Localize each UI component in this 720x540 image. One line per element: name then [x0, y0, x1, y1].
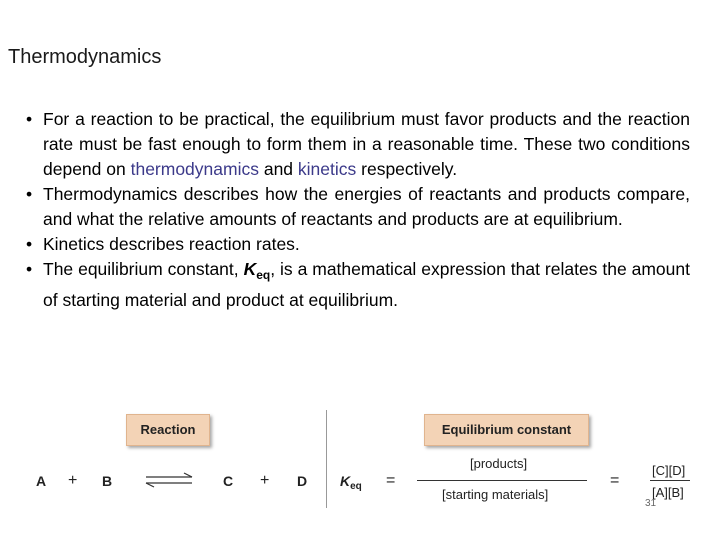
slide-title: Thermodynamics — [8, 46, 162, 68]
product-d: D — [297, 473, 308, 489]
ratio-denominator: [A][B] — [652, 485, 684, 500]
reactant-b: B — [102, 473, 113, 489]
page-number: 31 — [645, 498, 657, 509]
keq-label — [340, 473, 362, 492]
reactant-a: A — [36, 473, 47, 489]
bullet-text: respectively. — [356, 159, 458, 179]
bullet-text: and — [258, 159, 298, 179]
plus-sign: + — [260, 472, 270, 489]
fraction-bar — [417, 480, 587, 481]
divider-line — [326, 410, 327, 508]
bullet-item — [26, 232, 690, 257]
keyword-kinetics: kinetics — [297, 159, 357, 179]
equals-sign: = — [386, 472, 396, 489]
equilibrium-arrow-icon — [144, 472, 194, 488]
ratio-bar — [650, 480, 690, 481]
plus-sign: + — [68, 472, 78, 489]
fraction-numerator: [products] — [470, 456, 528, 471]
keyword-thermodynamics: thermodynamics — [130, 159, 259, 179]
bullet-item — [26, 182, 690, 232]
bullet-text: Thermodynamics describes how the energies of reactants and products compare, and what the relative amounts of reactants and products are at equilibrium. — [43, 184, 690, 229]
fraction-denominator: [starting materials] — [442, 487, 549, 502]
bullet-item — [26, 107, 690, 182]
bullet-text: For a reaction to be practical, the equilibrium must favor products and the reaction rate must be fast enough to form them in a reasonable time. These two conditions depend on — [43, 109, 690, 179]
product-c: C — [223, 473, 234, 489]
ratio-numerator: [C][D] — [652, 463, 686, 478]
reaction-label-box: Reaction — [126, 414, 210, 446]
equals-sign: = — [610, 472, 620, 489]
keq-k: K — [340, 473, 351, 489]
equilibrium-figure — [0, 400, 720, 540]
keq-symbol: K — [243, 259, 257, 279]
bullet-list — [26, 107, 690, 313]
bullet-item — [26, 257, 690, 313]
equilibrium-constant-label-box: Equilibrium constant — [424, 414, 589, 446]
keq-subscript: eq — [256, 268, 271, 282]
bullet-text: , is a mathematical expression that relates the amount of starting material and product at equilibrium. — [43, 259, 690, 310]
keq-sub: eq — [350, 481, 362, 492]
bullet-text: Kinetics describes reaction rates. — [43, 234, 300, 254]
bullet-text: The equilibrium constant, — [43, 259, 244, 279]
